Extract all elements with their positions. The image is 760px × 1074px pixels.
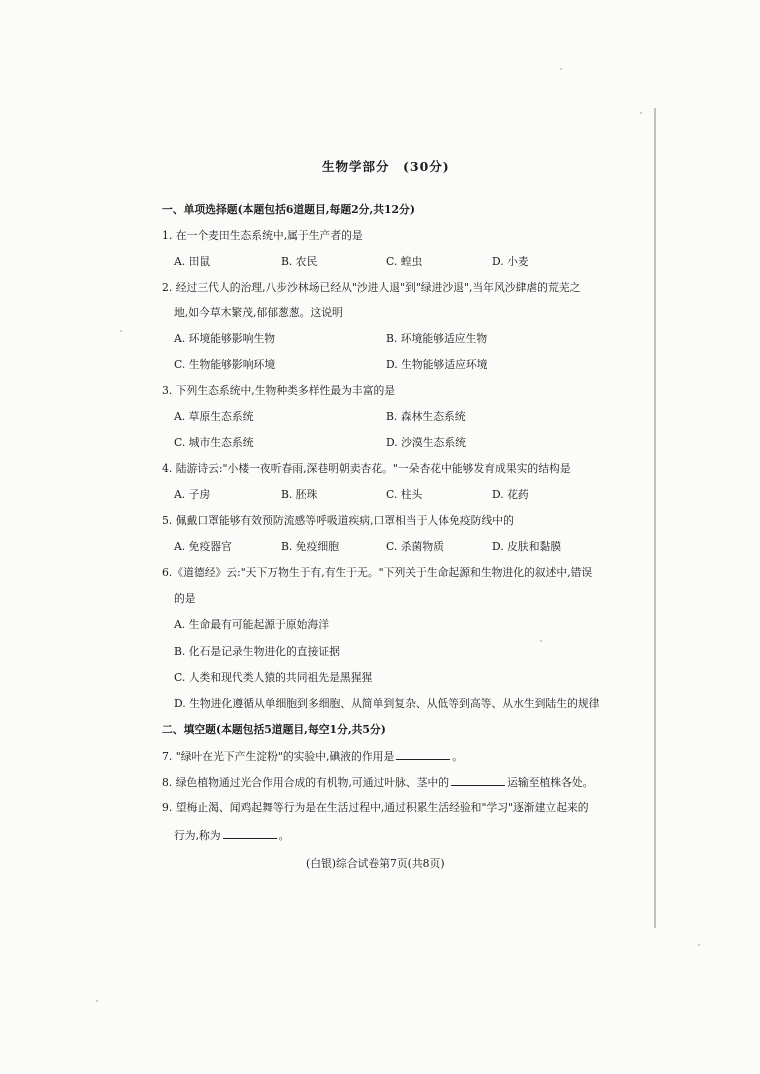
section1-heading: 一、单项选择题(本题包括6道题目,每题2分,共12分) bbox=[162, 203, 415, 216]
q4-option-b: B. 胚珠 bbox=[281, 488, 318, 501]
q1-option-d: D. 小麦 bbox=[492, 255, 529, 268]
page-title: 生物学部分 (30分) bbox=[322, 159, 450, 174]
scan-speck bbox=[640, 112, 642, 114]
scan-speck bbox=[96, 1000, 98, 1002]
q1-stem: 1. 在一个麦田生态系统中,属于生产者的是 bbox=[162, 229, 363, 242]
q2-option-b: B. 环境能够适应生物 bbox=[386, 332, 488, 345]
q1-option-a: A. 田鼠 bbox=[174, 255, 211, 268]
scan-speck bbox=[560, 68, 562, 70]
q6-option-a: A. 生命最有可能起源于原始海洋 bbox=[174, 618, 330, 631]
q8-answer-blank bbox=[451, 775, 505, 786]
q5-option-a: A. 免疫器官 bbox=[174, 540, 232, 553]
q8-text-after: 运输至植株各处。 bbox=[507, 776, 594, 789]
page-footer: (白银)综合试卷第7页(共8页) bbox=[306, 857, 445, 870]
q2-option-a: A. 环境能够影响生物 bbox=[174, 332, 276, 345]
section2-heading: 二、填空题(本题包括5道题目,每空1分,共5分) bbox=[162, 723, 386, 736]
scan-edge-line bbox=[654, 108, 656, 928]
q3-option-c: C. 城市生态系统 bbox=[174, 436, 254, 449]
q5-option-c: C. 杀菌物质 bbox=[386, 540, 444, 553]
q6-stem-line2: 的是 bbox=[174, 592, 196, 605]
q3-stem: 3. 下列生态系统中,生物种类多样性最为丰富的是 bbox=[162, 384, 396, 397]
q6-option-c: C. 人类和现代类人猿的共同祖先是黑猩猩 bbox=[174, 671, 373, 684]
q4-option-d: D. 花药 bbox=[492, 488, 529, 501]
q9-line1: 9. 望梅止渴、闻鸡起舞等行为是在生活过程中,通过积累生活经验和"学习"逐渐建立起来的 bbox=[162, 801, 589, 814]
q9-answer-blank bbox=[223, 828, 277, 839]
q2-stem-line1: 2. 经过三代人的治理,八步沙林场已经从"沙进人退"到"绿进沙退",当年风沙肆虐的荒芜之 bbox=[162, 281, 581, 294]
q2-option-c: C. 生物能够影响环境 bbox=[174, 358, 276, 371]
q9-text-before: 行为,称为 bbox=[174, 829, 221, 842]
q2-stem-line2: 地,如今草木繁茂,郁郁葱葱。这说明 bbox=[174, 306, 343, 319]
q1-option-c: C. 蝗虫 bbox=[386, 255, 423, 268]
q9-text-after: 。 bbox=[278, 829, 290, 842]
q9-line2 bbox=[174, 828, 289, 843]
q8-line bbox=[162, 775, 593, 790]
q4-option-a: A. 子房 bbox=[174, 488, 211, 501]
q6-option-b: B. 化石是记录生物进化的直接证据 bbox=[174, 645, 340, 658]
q4-option-c: C. 柱头 bbox=[386, 488, 423, 501]
q8-text-before: 8. 绿色植物通过光合作用合成的有机物,可通过叶脉、茎中的 bbox=[162, 776, 450, 789]
q7-text-before: 7. "绿叶在光下产生淀粉"的实验中,碘液的作用是 bbox=[162, 750, 395, 763]
scan-speck bbox=[698, 944, 700, 946]
q4-stem: 4. 陆游诗云:"小楼一夜听春雨,深巷明朝卖杏花。"一朵杏花中能够发育成果实的结构是 bbox=[162, 462, 571, 475]
q5-option-d: D. 皮肤和黏膜 bbox=[492, 540, 562, 553]
q3-option-a: A. 草原生态系统 bbox=[174, 410, 254, 423]
scan-speck bbox=[540, 640, 542, 642]
scan-speck bbox=[120, 330, 122, 332]
q5-option-b: B. 免疫细胞 bbox=[281, 540, 339, 553]
q7-line bbox=[162, 749, 463, 764]
q2-option-d: D. 生物能够适应环境 bbox=[386, 358, 488, 371]
q6-option-d: D. 生物进化遵循从单细胞到多细胞、从简单到复杂、从低等到高等、从水生到陆生的规律 bbox=[174, 697, 600, 710]
q6-stem-line1: 6.《道德经》云:"天下万物生于有,有生于无。"下列关于生命起源和生物进化的叙述中,错误 bbox=[162, 566, 593, 579]
q3-option-b: B. 森林生态系统 bbox=[386, 410, 466, 423]
q3-option-d: D. 沙漠生态系统 bbox=[386, 436, 466, 449]
q7-text-after: 。 bbox=[452, 750, 464, 763]
q5-stem: 5. 佩戴口罩能够有效预防流感等呼吸道疾病,口罩相当于人体免疫防线中的 bbox=[162, 514, 514, 527]
q7-answer-blank bbox=[396, 749, 450, 760]
q1-option-b: B. 农民 bbox=[281, 255, 318, 268]
